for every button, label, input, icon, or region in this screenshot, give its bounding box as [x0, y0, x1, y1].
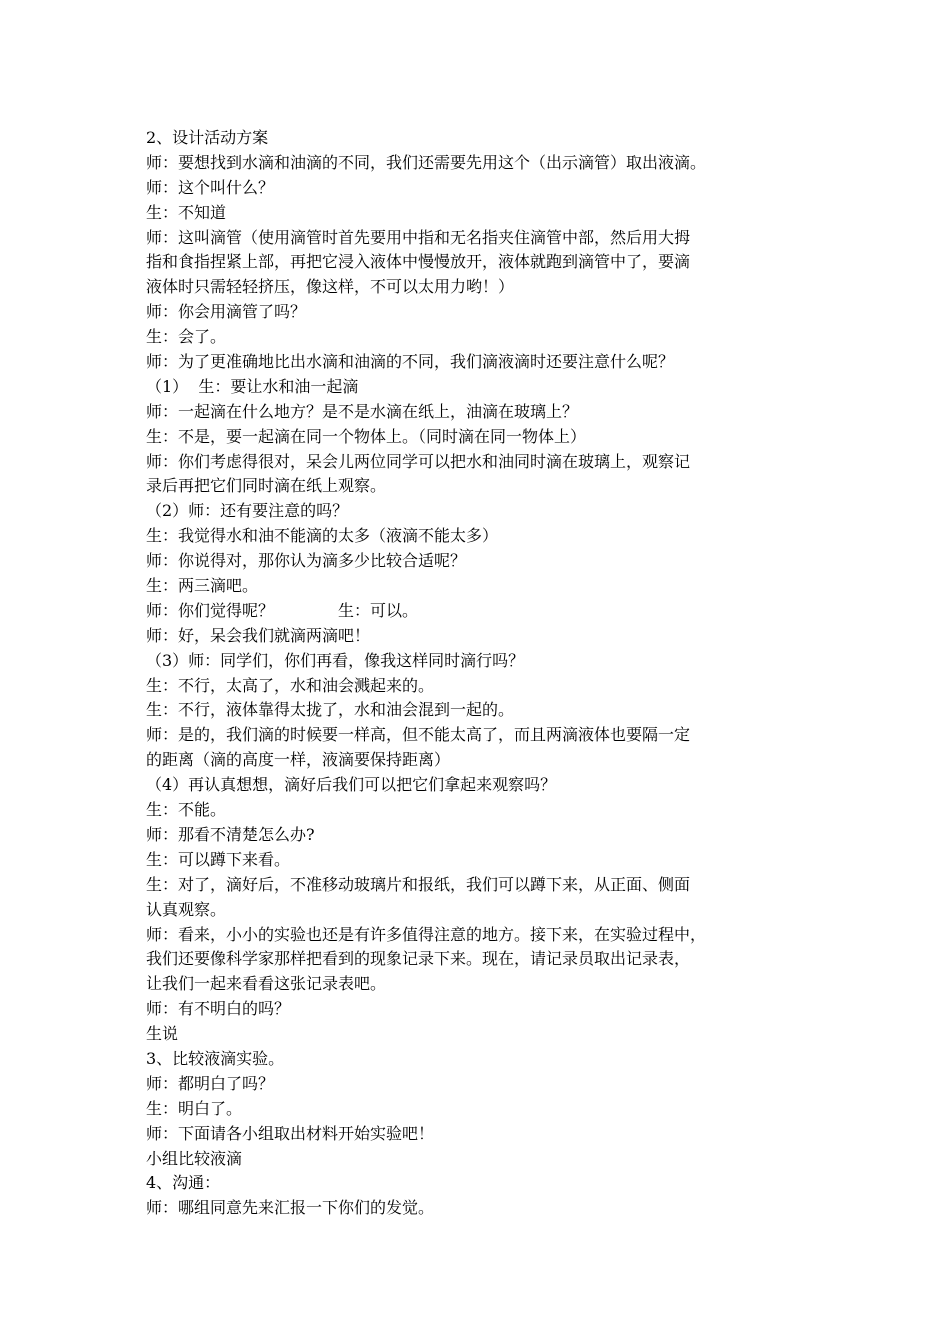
text-line: 生：可以蹲下来看。 — [146, 849, 291, 869]
text-line: 师：好，呆会我们就滴两滴吧！ — [146, 625, 371, 645]
text-line: 认真观察。 — [146, 899, 227, 919]
text-line: 生：不知道 — [146, 202, 227, 222]
text-line: 师：有不明白的吗？ — [146, 999, 291, 1019]
text-line: （1） 生：要让水和油一起滴 — [146, 376, 359, 396]
text-line: 生：不能。 — [146, 800, 227, 820]
text-line: 液体时只需轻轻挤压，像这样，不可以太用力哟！） — [146, 277, 515, 297]
text-line: 师：是的，我们滴的时候要一样高，但不能太高了，而且两滴液体也要隔一定 — [146, 725, 691, 745]
text-line: 生：我觉得水和油不能滴的太多（液滴不能太多） — [146, 526, 499, 546]
text-line: （3）师：同学们，你们再看，像我这样同时滴行吗？ — [146, 650, 525, 670]
text-line-reply: 生：可以。 — [338, 600, 419, 620]
text-line: 师：下面请各小组取出材料开始实验吧！ — [146, 1123, 435, 1143]
text-line: 师：你们考虑得很对，呆会儿两位同学可以把水和油同时滴在玻璃上，观察记 — [146, 451, 691, 471]
text-line: 师：看来，小小的实验也还是有许多值得注意的地方。接下来，在实验过程中， — [146, 924, 707, 944]
text-line: 生：对了，滴好后，不准移动玻璃片和报纸，我们可以蹲下来，从正面、侧面 — [146, 874, 691, 894]
text-line: 我们还要像科学家那样把看到的现象记录下来。现在，请记录员取出记录表， — [146, 949, 691, 969]
text-line: 师：为了更准确地比出水滴和油滴的不同，我们滴液滴时还要注意什么呢？ — [146, 352, 675, 372]
text-line: 师：哪组同意先来汇报一下你们的发觉。 — [146, 1198, 435, 1218]
text-line: 生：明白了。 — [146, 1098, 243, 1118]
text-line: 师：都明白了吗？ — [146, 1073, 275, 1093]
text-line: 让我们一起来看看这张记录表吧。 — [146, 974, 387, 994]
text-line: 生说 — [146, 1024, 179, 1044]
text-line: 师：你说得对，那你认为滴多少比较合适呢？ — [146, 551, 467, 571]
section-heading: 3、比较液滴实验。 — [146, 1048, 285, 1068]
text-line: 指和食指捏紧上部，再把它浸入液体中慢慢放开，液体就跑到滴管中了，要滴 — [146, 252, 691, 272]
text-line: 师：那看不清楚怎么办? — [146, 824, 315, 844]
section-heading: 4、沟通： — [146, 1173, 221, 1193]
text-line: 师：一起滴在什么地方？是不是水滴在纸上，油滴在玻璃上？ — [146, 401, 579, 421]
text-line: 师：这叫滴管（使用滴管时首先要用中指和无名指夹住滴管中部，然后用大拇 — [146, 227, 691, 247]
text-line-with-reply — [146, 599, 818, 624]
text-line: 师：这个叫什么？ — [146, 177, 275, 197]
text-line: 生：不是，要一起滴在同一个物体上。（同时滴在同一物体上） — [146, 426, 587, 446]
document-body — [146, 126, 818, 1221]
text-line: 生：不行，液体靠得太拢了，水和油会混到一起的。 — [146, 700, 515, 720]
text-line: 生：不行，太高了，水和油会溅起来的。 — [146, 675, 435, 695]
text-line: 师：你会用滴管了吗？ — [146, 302, 307, 322]
text-line: 师：要想找到水滴和油滴的不同，我们还需要先用这个（出示滴管）取出液滴。 — [146, 152, 707, 172]
text-line: 生：两三滴吧。 — [146, 576, 259, 596]
text-line: 的距离（滴的高度一样，液滴要保持距离） — [146, 750, 451, 770]
text-line: 生：会了。 — [146, 327, 227, 347]
text-line: （2）师：还有要注意的吗？ — [146, 501, 349, 521]
section-heading: 2、设计活动方案 — [146, 128, 269, 147]
text-line: （4）再认真想想，滴好后我们可以把它们拿起来观察吗？ — [146, 775, 557, 795]
text-line: 小组比较液滴 — [146, 1148, 243, 1168]
text-line: 录后再把它们同时滴在纸上观察。 — [146, 476, 387, 496]
text-line-question: 师：你们觉得呢？ — [146, 600, 275, 620]
